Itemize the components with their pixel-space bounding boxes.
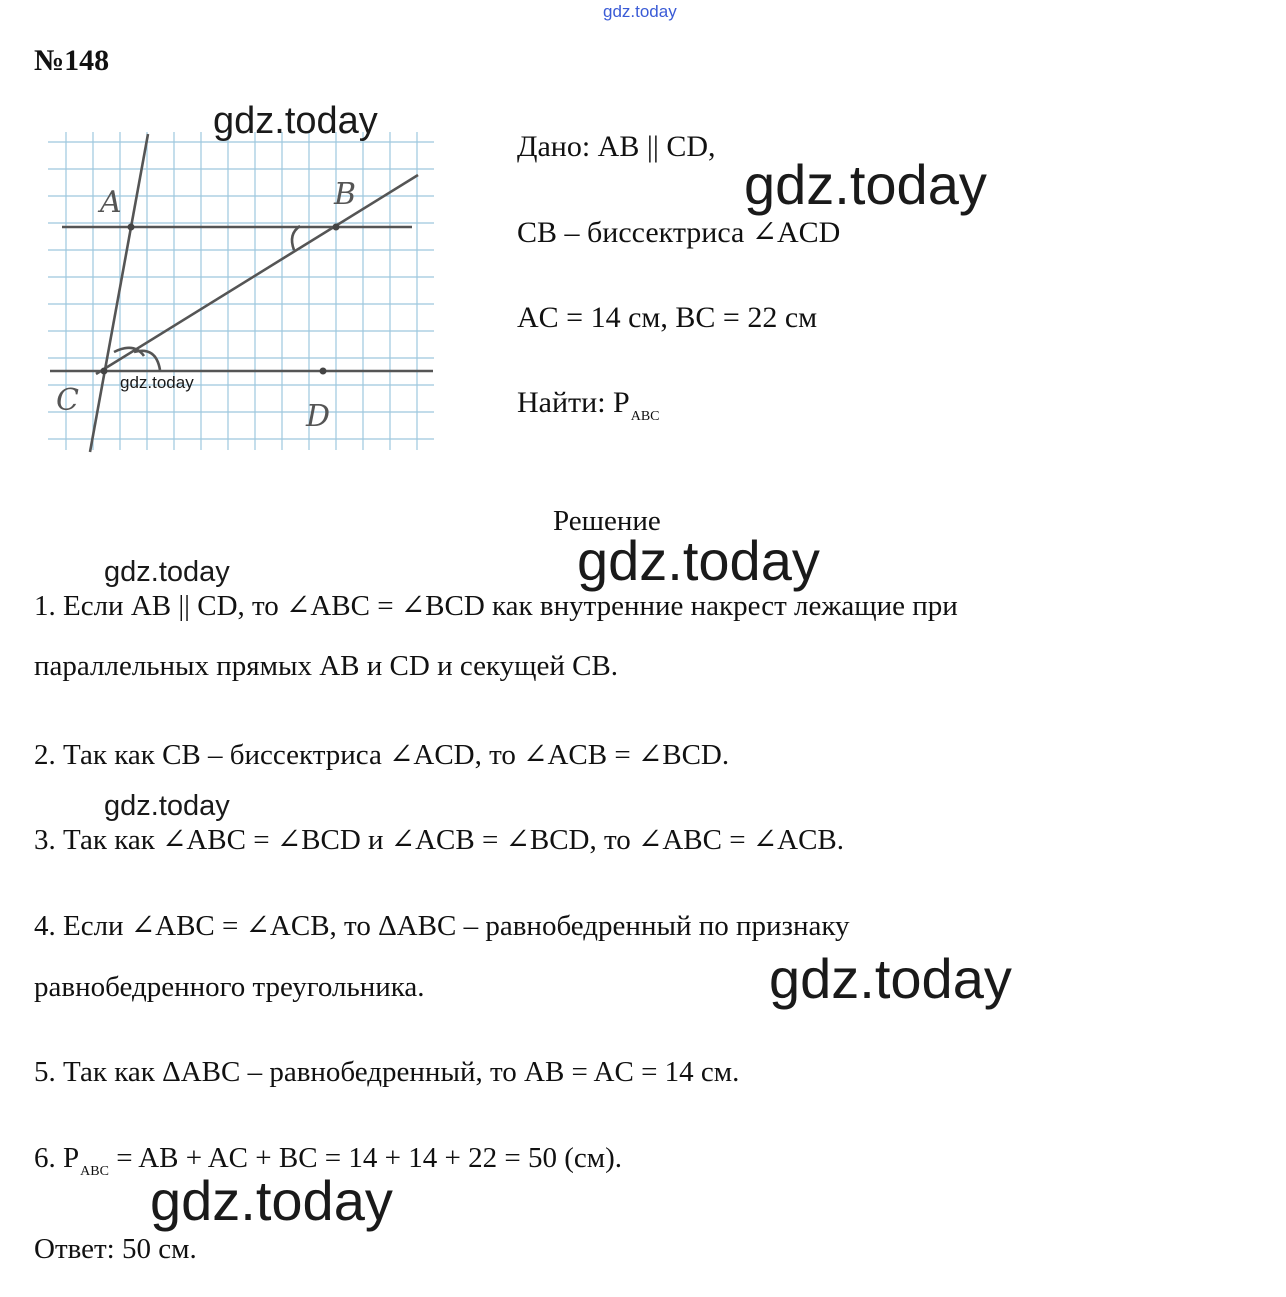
step-6-pre: 6. P [34, 1142, 80, 1174]
problem-number: №148 [34, 44, 110, 77]
step-4-line-1: 4. Если ∠ABC = ∠ACB, то ΔABC – равнобедренный по признаку [34, 910, 850, 942]
line-ac [90, 134, 148, 452]
label-d: D [306, 399, 331, 434]
grid [48, 132, 434, 450]
answer: Ответ: 50 см. [34, 1233, 197, 1265]
step-6-sub: ABC [80, 1164, 109, 1179]
watermark-step1: gdz.today [104, 556, 230, 588]
given-line-1: Дано: AB || CD, [517, 130, 716, 163]
watermark-figure-small: gdz.today [120, 373, 194, 392]
geometry-figure [38, 120, 438, 460]
watermark-top: gdz.today [603, 2, 677, 21]
given-find [517, 386, 660, 426]
watermark-figure-large: gdz.today [213, 100, 378, 142]
given-line-2: CB – биссектриса ∠ACD [517, 216, 841, 249]
solution-heading: Решение [553, 505, 661, 537]
step-1-line-2: параллельных прямых AB и CD и секущей CB. [34, 650, 619, 682]
label-a: A [100, 185, 122, 220]
watermark-step4: gdz.today [769, 947, 1012, 1010]
angle-arc-b [292, 226, 300, 250]
line-cb [96, 175, 418, 374]
given-find-sub: ABC [630, 409, 660, 424]
given-line-3: AC = 14 см, BC = 22 см [517, 301, 818, 334]
step-4-line-2: равнобедренного треугольника. [34, 971, 425, 1003]
step-2: 2. Так как CB – биссектриса ∠ACD, то ∠ACB = ∠BCD. [34, 739, 730, 771]
point-d [320, 368, 327, 375]
step-6-post: = AB + AC + BC = 14 + 14 + 22 = 50 (см). [108, 1142, 623, 1174]
given-find-text: Найти: P [517, 386, 630, 419]
point-b [333, 224, 340, 231]
watermark-step3: gdz.today [104, 790, 230, 822]
watermark-solution: gdz.today [577, 529, 820, 592]
watermark-step6: gdz.today [150, 1169, 393, 1232]
label-b: B [334, 177, 357, 212]
watermark-given: gdz.today [744, 153, 987, 216]
step-5: 5. Так как ΔABC – равнобедренный, то AB = AC = 14 см. [34, 1056, 740, 1088]
step-3: 3. Так как ∠ABC = ∠BCD и ∠ACB = ∠BCD, то ∠ABC = ∠ACB. [34, 824, 845, 856]
point-c [101, 368, 108, 375]
point-a [128, 224, 135, 231]
label-c: C [56, 383, 79, 418]
step-1-line-1: 1. Если AB || CD, то ∠ABC = ∠BCD как внутренние накрест лежащие при [34, 590, 958, 622]
